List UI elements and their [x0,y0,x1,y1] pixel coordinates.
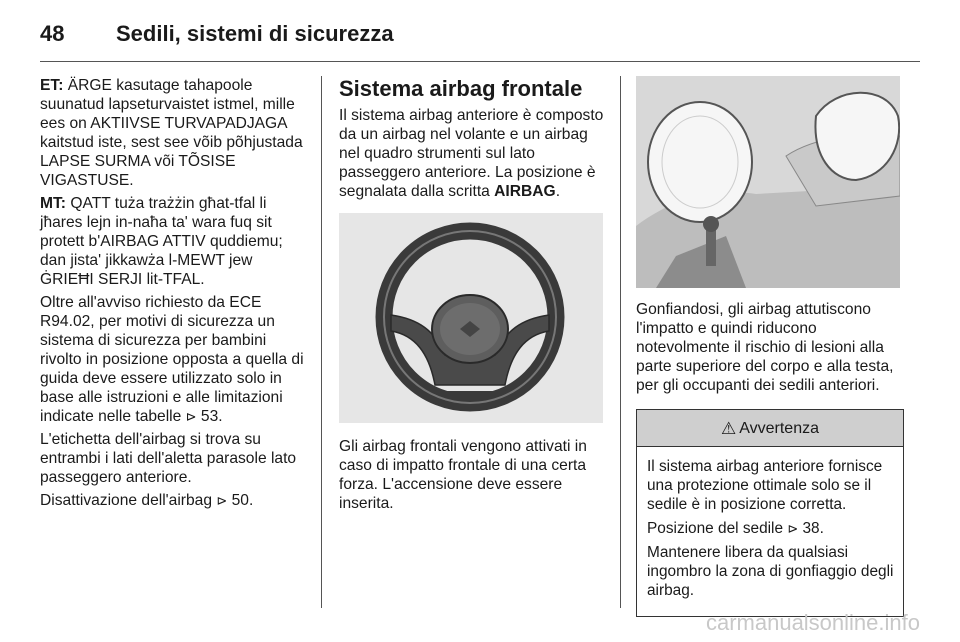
page-ref-link[interactable]: 38. [802,520,824,537]
intro-end: . [555,183,561,200]
page-number: 48 [40,21,65,46]
page-ref-icon: ⊳ [185,409,197,424]
column-divider-2 [620,76,621,608]
intro-paragraph [339,106,607,201]
page-title: Sedili, sistemi di sicurezza [116,21,394,46]
section-title: Sistema airbag frontale [339,76,583,101]
paragraph-label: L'etichetta dell'airbag si trova su entrambi i lati dell'aletta parasole lato passeggero anteriore. [40,431,297,486]
steering-wheel-illustration [339,213,603,423]
mt-text: QATT tuża trażżin għat-tfal li jħares lejn in-naħa ta' wara fuq sit protett b'AIRBAG ATTIV quddiemu; dan jista' jikkawża l-MEWT jew ĠRIEĦI SERJI lit-TFAL. [40,195,283,288]
language-label-mt: MT: [40,195,66,212]
column-2 [339,76,607,517]
steering-wheel-icon [339,213,603,423]
airbag-label: AIRBAG [494,183,556,200]
activation-paragraph: Gli airbag frontali vengono attivati in caso di impatto frontale di una certa forza. L'accensione deve essere inserita. [339,438,587,512]
airbag-icon [636,76,900,288]
paragraph-mt [40,194,308,289]
page-ref-link[interactable]: 50. [231,492,254,509]
page-ref-link[interactable]: 53. [200,408,223,425]
paragraph-et [40,76,308,190]
paragraph-deactivation [40,491,308,510]
column-1 [40,76,308,514]
column-divider-1 [321,76,322,608]
header-divider [40,61,920,62]
watermark: carmanualsonline.info [705,610,920,635]
warning-paragraph: Il sistema airbag anteriore fornisce una protezione ottimale solo se il sedile è in posizione corretta. [647,458,883,513]
warning-header [637,410,903,447]
intro-text: Il sistema airbag anteriore è composto da un airbag nel volante e un airbag nel quadro strumenti sul lato passeggero anteriore. La posizione è segnalata dalla scritta [339,107,604,200]
column-3 [636,76,904,617]
deactivation-text: Disattivazione dell'airbag [40,492,217,509]
language-label-et: ET: [40,77,64,94]
warning-paragraph: Mantenere libera da qualsiasi ingombro la zona di gonfiaggio degli airbag. [647,544,894,599]
page-ref-icon: ⊳ [787,521,799,536]
et-text: ÄRGE kasutage tahapoole suunatud lapseturvaistet istmel, mille ees on AKTIIVSE TURVAPADJAGA kaitstud iste, sest see võib põhjustada LAPSE SURMA või TÕSISE VIGASTUSE. [40,77,303,189]
warning-body [637,447,903,600]
ece-text: Oltre all'avviso richiesto da ECE R94.02, per motivi di sicurezza un sistema di sicurezza per bambini rivolto in posizione opposta a quella di guida deve essere utilizzato solo in base alle istruzioni e alle limitazioni indicate nelle tabelle [40,294,304,425]
warning-box [636,409,904,617]
warning-triangle-icon: ⚠ [721,418,737,438]
warning-title: Avvertenza [739,419,819,437]
warning-paragraph [647,519,895,538]
page-header [40,16,394,52]
page-ref-icon: ⊳ [216,493,228,508]
airbag-deployment-illustration [636,76,900,288]
inflation-paragraph: Gonfiandosi, gli airbag attutiscono l'impatto e quindi riducono notevolmente il rischio di lesioni alla parte superiore del corpo e alla testa, per gli occupanti dei sedili anteriori. [636,301,894,394]
paragraph-ece [40,293,308,426]
seat-position-text: Posizione del sedile [647,520,788,537]
